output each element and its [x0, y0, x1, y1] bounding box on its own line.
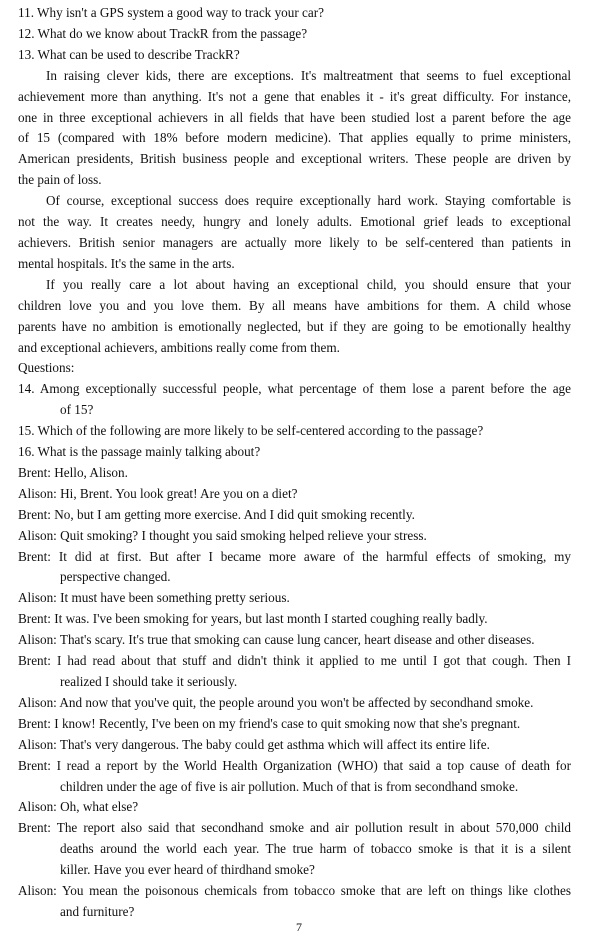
dialogue-line: Alison: That's very dangerous. The baby could get asthma which will affect its entire life.: [18, 736, 490, 752]
dialogue-turn: [18, 735, 571, 756]
dialogue-turn: [18, 463, 571, 484]
question-16: 16. What is the passage mainly talking about?: [18, 444, 261, 460]
dialogue-turn: [18, 651, 571, 693]
passage-line: Of course, exceptional success does require exceptionally hard work. Staying comfortable is: [46, 193, 571, 209]
dialogue-line: Brent: No, but I am getting more exercise. And I did quit smoking recently.: [18, 506, 415, 522]
dialogue-turn: [18, 881, 571, 923]
passage-line: achievers. British senior managers are actually more likely to be self-centered than patients in: [18, 234, 571, 250]
dialogue-continuation: and furniture?: [60, 903, 135, 919]
passage-line: not the way. It creates needy, hungry and lonely adults. Emotional grief leads to exceptional: [18, 214, 571, 230]
question-13: 13. What can be used to describe TrackR?: [18, 46, 240, 62]
dialogue-turn: [18, 818, 571, 881]
dialogue-turn: [18, 505, 571, 526]
dialogue-line: Alison: And now that you've quit, the people around you won't be affected by secondhand smoke.: [18, 694, 534, 710]
passage-line: parents have no ambition is emotionally neglected, but if they are going to be emotionally healthy: [18, 318, 571, 334]
dialogue-turn: [18, 797, 571, 818]
dialogue-turn: [18, 714, 571, 735]
passage-line: mental hospitals. It's the same in the arts.: [18, 255, 235, 271]
question-14: 14. Among exceptionally successful people, what percentage of them lose a parent before the age: [18, 381, 571, 397]
question-11: 11. Why isn't a GPS system a good way to track your car?: [18, 5, 324, 20]
dialogue-line: Alison: You mean the poisonous chemicals from tobacco smoke that are left on things like clothes: [18, 883, 571, 899]
dialogue-turn: [18, 588, 571, 609]
dialogue-line: Brent: I know! Recently, I've been on my friend's case to quit smoking now that she's pregnant.: [18, 715, 521, 731]
document-page: [18, 3, 571, 923]
page-number: 7: [296, 920, 302, 934]
passage-paragraph-3: [18, 275, 571, 359]
dialogue: [18, 463, 571, 923]
passage-line: and exceptional achievers, ambitions really come from them.: [18, 339, 340, 355]
dialogue-continuation: realized I should take it seriously.: [60, 674, 238, 689]
dialogue-turn: [18, 547, 571, 589]
dialogue-line: Brent: I had read about that stuff and didn't think it applied to me until I got that cough. Then I: [18, 653, 571, 669]
dialogue-continuation: children under the age of five is air pollution. Much of that is from secondhand smoke.: [60, 778, 519, 794]
dialogue-line: Brent: Hello, Alison.: [18, 464, 128, 480]
dialogue-line: Brent: It did at first. But after I became more aware of the harmful effects of smoking, my: [18, 548, 571, 564]
dialogue-line: Brent: I read a report by the World Health Organization (WHO) that said a top cause of death for: [18, 757, 571, 773]
dialogue-line: Alison: It must have been something pretty serious.: [18, 590, 290, 606]
dialogue-continuation: perspective changed.: [60, 569, 171, 585]
dialogue-turn: [18, 484, 571, 505]
passage-line: If you really care a lot about having an exceptional child, you should ensure that your: [46, 276, 571, 292]
dialogue-line: Brent: It was. I've been smoking for years, but last month I started coughing really badly.: [18, 611, 488, 627]
passage-line: of 15 (compared with 18% before modern medicine). That applies equally to prime ministers,: [18, 130, 571, 146]
dialogue-continuation: killer. Have you ever heard of thirdhand smoke?: [60, 862, 315, 878]
passage-line: the pain of loss.: [18, 172, 102, 188]
dialogue-line: Alison: Oh, what else?: [18, 799, 139, 815]
questions-heading: Questions:: [18, 360, 75, 376]
dialogue-line: Alison: Quit smoking? I thought you said smoking helped relieve your stress.: [18, 527, 427, 543]
dialogue-turn: [18, 526, 571, 547]
passage-line: children love you and you love them. By all means have ambitions for them. A child whose: [18, 297, 571, 313]
dialogue-turn: [18, 756, 571, 798]
question-15: 15. Which of the following are more likely to be self-centered according to the passage?: [18, 423, 484, 439]
passage-line: American presidents, British business people and exceptional writers. These people are driven by: [18, 151, 571, 167]
passage-line: In raising clever kids, there are exceptions. It's maltreatment that seems to fuel exceptional: [46, 67, 571, 83]
passage-paragraph-2: [18, 191, 571, 275]
dialogue-turn: [18, 609, 571, 630]
passage-paragraph-1: [18, 66, 571, 191]
dialogue-continuation: deaths around the world each year. The true harm of tobacco smoke is that it is a silent: [60, 841, 571, 857]
passage-line: one in three exceptional achievers in all fields that have been studied lost a parent before the age: [18, 109, 571, 125]
dialogue-line: Alison: That's scary. It's true that smoking can cause lung cancer, heart disease and other diseases.: [18, 632, 535, 648]
question-12: 12. What do we know about TrackR from the passage?: [18, 25, 308, 41]
dialogue-turn: [18, 693, 571, 714]
passage-line: achievement more than anything. It's not a gene that enables it - it's great difficulty. For instance,: [18, 88, 571, 104]
question-14-continuation: of 15?: [60, 402, 94, 418]
dialogue-line: Alison: Hi, Brent. You look great! Are you on a diet?: [18, 485, 298, 501]
dialogue-line: Brent: The report also said that secondhand smoke and air pollution result in about 570,000 child: [18, 820, 571, 836]
dialogue-turn: [18, 630, 571, 651]
